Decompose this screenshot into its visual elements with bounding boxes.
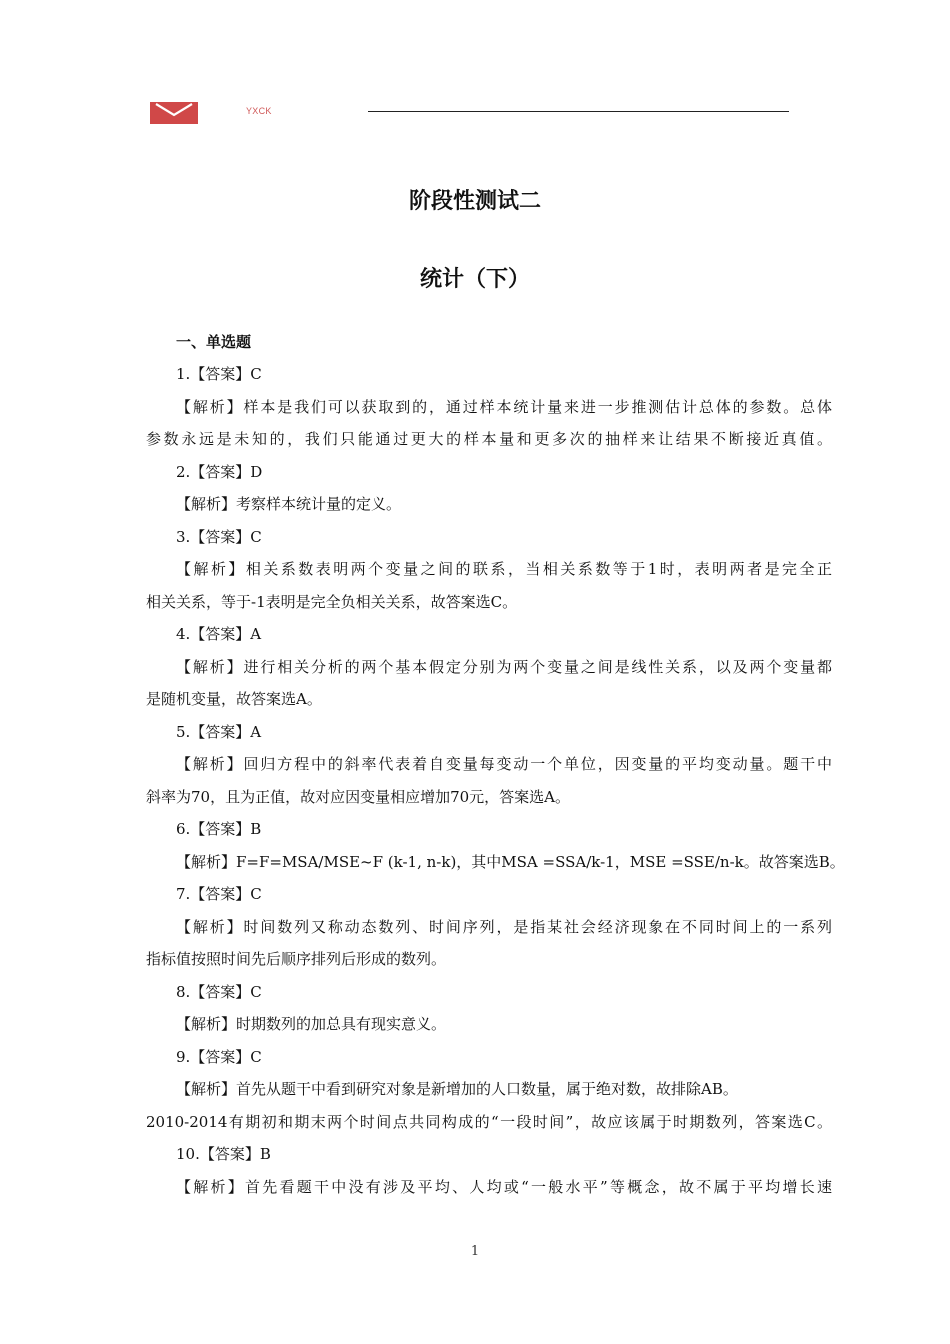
answer-line-9: 9.【答案】C (176, 1047, 262, 1066)
answer-line-7: 7.【答案】C (176, 885, 262, 903)
explanation-3-line-1: 【解析】相关系数表明两个变量之间的联系，当相关系数等于1时，表明两者是完全正 (176, 560, 832, 578)
explanation-4-line-2: 是随机变量，故答案选A。 (146, 690, 322, 708)
explanation-7-line-1: 【解析】时间数列又称动态数列、时间序列，是指某社会经济现象在不同时间上的一系列 (176, 917, 832, 936)
explanation-1-line-2: 参数永远是未知的，我们只能通过更大的样本量和更多次的抽样来让结果不断接近真值。 (146, 430, 832, 448)
answer-line-2: 2.【答案】D (176, 462, 263, 481)
explanation-8-line-1: 【解析】时期数列的加总具有现实意义。 (176, 1015, 447, 1033)
header-divider (368, 111, 789, 112)
brand-text: YXCK (246, 106, 272, 116)
explanation-5-line-2: 斜率为70，且为正值，故对应因变量相应增加70元，答案选A。 (146, 787, 571, 806)
answer-line-6: 6.【答案】B (176, 820, 262, 838)
explanation-1-line-1: 【解析】样本是我们可以获取到的，通过样本统计量来进一步推测估计总体的参数。总体 (176, 397, 832, 416)
explanation-5-line-1: 【解析】回归方程中的斜率代表着自变量每变动一个单位，因变量的平均变动量。题干中 (176, 755, 832, 773)
answer-line-1: 1.【答案】C (176, 365, 262, 383)
answer-line-4: 4.【答案】A (176, 625, 262, 643)
answer-list (146, 358, 845, 1203)
explanation-7-line-2: 指标值按照时间先后顺序排列后形成的数列。 (146, 950, 447, 968)
section-heading: 一、单选题 (176, 333, 252, 351)
answer-line-5: 5.【答案】A (176, 722, 262, 741)
answer-line-8: 8.【答案】C (176, 982, 262, 1001)
explanation-9-line-1: 【解析】首先从题干中看到研究对象是新增加的人口数量，属于绝对数，故排除AB。 (176, 1080, 738, 1098)
answer-line-3: 3.【答案】C (176, 527, 262, 546)
explanation-6-line-1: 【解析】F=F=MSA/MSE~F (k-1, n-k)，其中MSA =SSA/k-1，MSE =SSE/n-k。故答案选B。 (176, 852, 845, 871)
brand-logo-icon (150, 102, 198, 124)
explanation-4-line-1: 【解析】进行相关分析的两个基本假定分别为两个变量之间是线性关系，以及两个变量都 (176, 657, 832, 676)
page-number: 1 (470, 1244, 480, 1259)
explanation-9-line-2: 2010-2014有期初和期末两个时间点共同构成的“一段时间”，故应该属于时期数列，答案选C。 (146, 1112, 832, 1131)
explanation-3-line-2: 相关关系，等于-1表明是完全负相关关系，故答案选C。 (146, 592, 518, 611)
explanation-10-line-1: 【解析】首先看题干中没有涉及平均、人均或“一般水平”等概念，故不属于平均增长速 (176, 1177, 832, 1196)
explanation-2-line-1: 【解析】考察样本统计量的定义。 (176, 495, 402, 513)
page-title: 阶段性测试二 (408, 189, 541, 214)
page-subtitle: 统计（下） (419, 267, 530, 292)
answer-line-10: 10.【答案】B (176, 1145, 271, 1163)
